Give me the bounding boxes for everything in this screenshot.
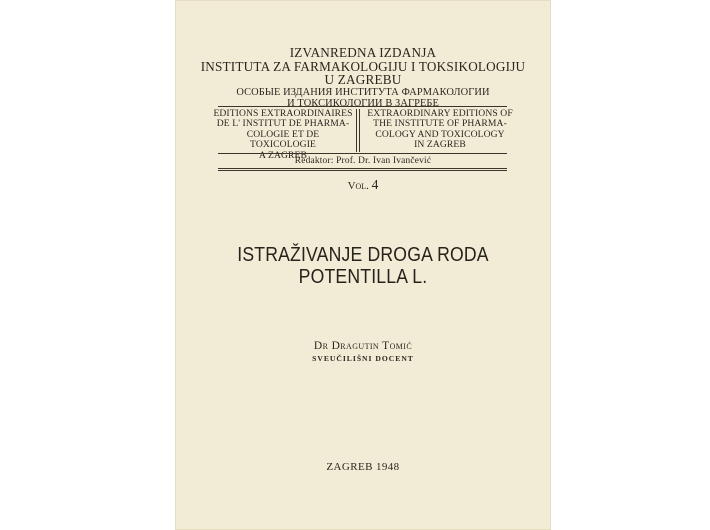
divider-top bbox=[218, 106, 507, 107]
author-name: Dr Dragutin Tomić bbox=[313, 340, 413, 352]
series-en-line: COLOGY AND TOXICOLOGY bbox=[375, 128, 505, 140]
book-title bbox=[201, 244, 524, 288]
editor-line: Redaktor: Prof. Dr. Ivan Ivančević bbox=[294, 156, 432, 166]
author-role: SVEUČILIŠNI DOCENT bbox=[312, 354, 414, 363]
divider-bottom-double bbox=[218, 170, 507, 171]
series-en-line: THE INSTITUTE OF PHARMA- bbox=[373, 118, 507, 130]
book-cover bbox=[175, 0, 551, 530]
series-fr-line: DE L' INSTITUT DE PHARMA- bbox=[216, 118, 350, 130]
volume-number: 4 bbox=[371, 177, 379, 192]
series-fr-line: COLOGIE ET DE TOXICOLOGIE bbox=[246, 128, 320, 151]
series-fr-line: A ZAGREB bbox=[259, 149, 307, 161]
series-en-line: IN ZAGREB bbox=[414, 139, 466, 151]
title-line: POTENTILLA L. bbox=[298, 265, 428, 288]
series-en-line: EXTRAORDINARY EDITIONS OF bbox=[367, 108, 513, 119]
series-line: U ZAGREBU bbox=[324, 72, 402, 87]
volume-label: Vol. bbox=[347, 180, 369, 192]
divider-middle bbox=[218, 153, 507, 154]
series-line: INSTITUTA ZA FARMAKOLOGIJU I TOKSIKOLOGIJU bbox=[200, 58, 526, 74]
title-line: ISTRAŽIVANJE DROGA RODA bbox=[237, 243, 489, 266]
series-ru-line: ОСОБЫЕ ИЗДАНИЯ ИНСТИТУТА ФАРМАКОЛОГИИ bbox=[236, 87, 490, 98]
series-header bbox=[175, 46, 551, 87]
series-line: IZVANREDNA IZDANJA bbox=[289, 45, 437, 60]
divider-bottom bbox=[218, 168, 507, 169]
imprint: ZAGREB 1948 bbox=[326, 461, 400, 473]
column-divider bbox=[356, 109, 357, 152]
series-ru-line: И ТОКСИКОЛОГИИ В ЗАГРЕБЕ bbox=[287, 98, 439, 109]
series-header-english bbox=[365, 109, 515, 151]
column-divider bbox=[359, 109, 360, 152]
volume bbox=[175, 178, 551, 193]
series-fr-line: EDITIONS EXTRAORDINAIRES bbox=[213, 108, 353, 119]
